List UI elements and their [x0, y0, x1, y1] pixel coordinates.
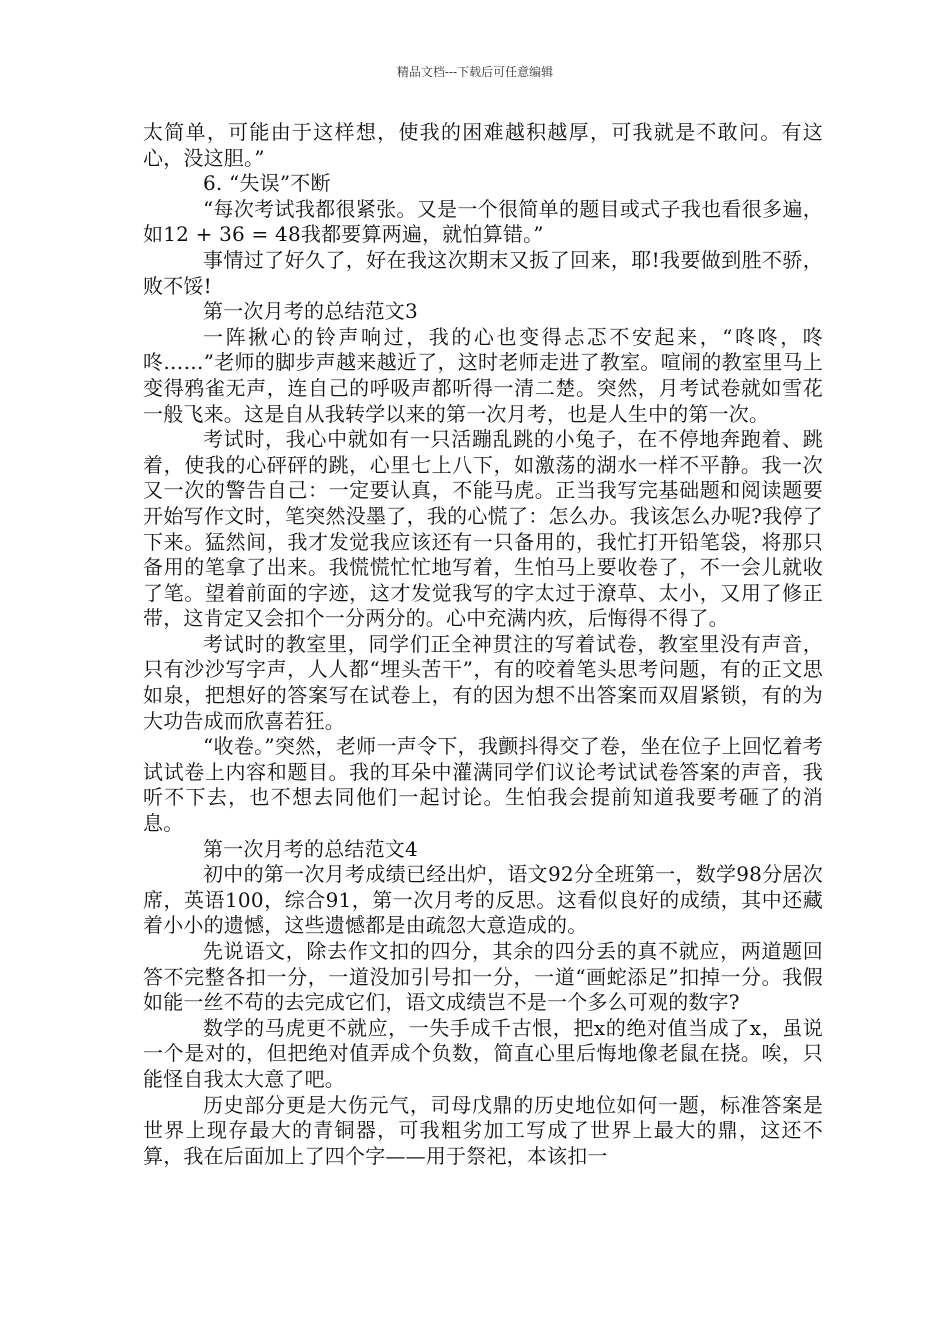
section-title-3: 第一次月考的总结范文3 [203, 299, 418, 324]
paragraph: “每次考试我都很紧张。又是一个很简单的题目或式子我也看很多遍，如12 + 36 = 48我都要算两遍，就怕算错。” [143, 196, 823, 247]
section-title-4: 第一次月考的总结范文4 [203, 836, 418, 861]
paragraph: 事情过了好久了，好在我这次期末又扳了回来，耶!我要做到胜不骄，败不馁! [143, 247, 823, 298]
paragraph: 数学的马虎更不就应，一失手成千古恨，把x的绝对值当成了x，虽说一个是对的，但把绝对值弄成个负数，简直心里后悔地像老鼠在挠。唉，只能怪自我太大意了吧。 [143, 1015, 823, 1091]
document-body [143, 120, 823, 1169]
paragraph: 考试时，我心中就如有一只活蹦乱跳的小兔子，在不停地奔跑着、跳着，使我的心砰砰的跳，心里七上八下，如激荡的湖水一样不平静。我一次又一次的警告自己：一定要认真，不能马虎。正当我写完基础题和阅读题要开始写作文时，笔突然没墨了，我的心慌了：怎么办。我该怎么办呢?我停了下来。猛然间，我才发觉我应该还有一只备用的，我忙打开铅笔袋，将那只备用的笔拿了出来。我慌慌忙忙地写着，生怕马上要收卷了，不一会儿就收了笔。望着前面的字迹，这才发觉我写的字太过于潦草、太小，又用了修正带，这肯定又会扣个一分两分的。心中充满内疚，后悔得不得了。 [143, 427, 823, 631]
paragraph: 先说语文，除去作文扣的四分，其余的四分丢的真不就应，两道题回答不完整各扣一分，一道没加引号扣一分，一道“画蛇添足”扣掉一分。我假如能一丝不苟的去完成它们，语文成绩岂不是一个多么可观的数字? [143, 939, 823, 1015]
paragraph: 历史部分更是大伤元气，司母戊鼎的历史地位如何一题，标准答案是世界上现存最大的青铜器，可我粗劣加工写成了世界上最大的鼎，这还不算，我在后面加上了四个字——用于祭祀，本该扣一 [143, 1092, 823, 1168]
list-heading-mistakes: 6. “失误”不断 [203, 171, 331, 196]
paragraph: 太简单，可能由于这样想，使我的困难越积越厚，可我就是不敢问。有这心，没这胆。” [143, 120, 823, 170]
paragraph: 考试时的教室里，同学们正全神贯注的写着试卷，教室里没有声音，只有沙沙写字声，人人都“埋头苦干”，有的咬着笔头思考问题，有的正文思如泉，把想好的答案写在试卷上，有的因为想不出答案而双眉紧锁，有的为大功告成而欣喜若狂。 [143, 631, 823, 733]
paragraph: “收卷。”突然，老师一声令下，我颤抖得交了卷，坐在位子上回忆着考试试卷上内容和题目。我的耳朵中灌满同学们议论考试试卷答案的声音，我听不下去，也不想去同他们一起讨论。生怕我会提前知道我要考砸了的消息。 [143, 734, 823, 836]
paragraph: 一阵揪心的铃声响过，我的心也变得忐忑不安起来，“咚咚，咚咚……”老师的脚步声越来越近了，这时老师走进了教室。喧闹的教室里马上变得鸦雀无声，连自己的呼吸声都听得一清二楚。突然，月考试卷就如雪花一般飞来。这是自从我转学以来的第一次月考，也是人生中的第一次。 [143, 324, 823, 426]
paragraph: 初中的第一次月考成绩已经出炉，语文92分全班第一，数学98分居次席，英语100，综合91，第一次月考的反思。这看似良好的成绩，其中还藏着小小的遗憾，这些遗憾都是由疏忽大意造成的。 [143, 862, 823, 938]
page-header: 精品文档---下载后可任意编辑 [396, 65, 554, 79]
